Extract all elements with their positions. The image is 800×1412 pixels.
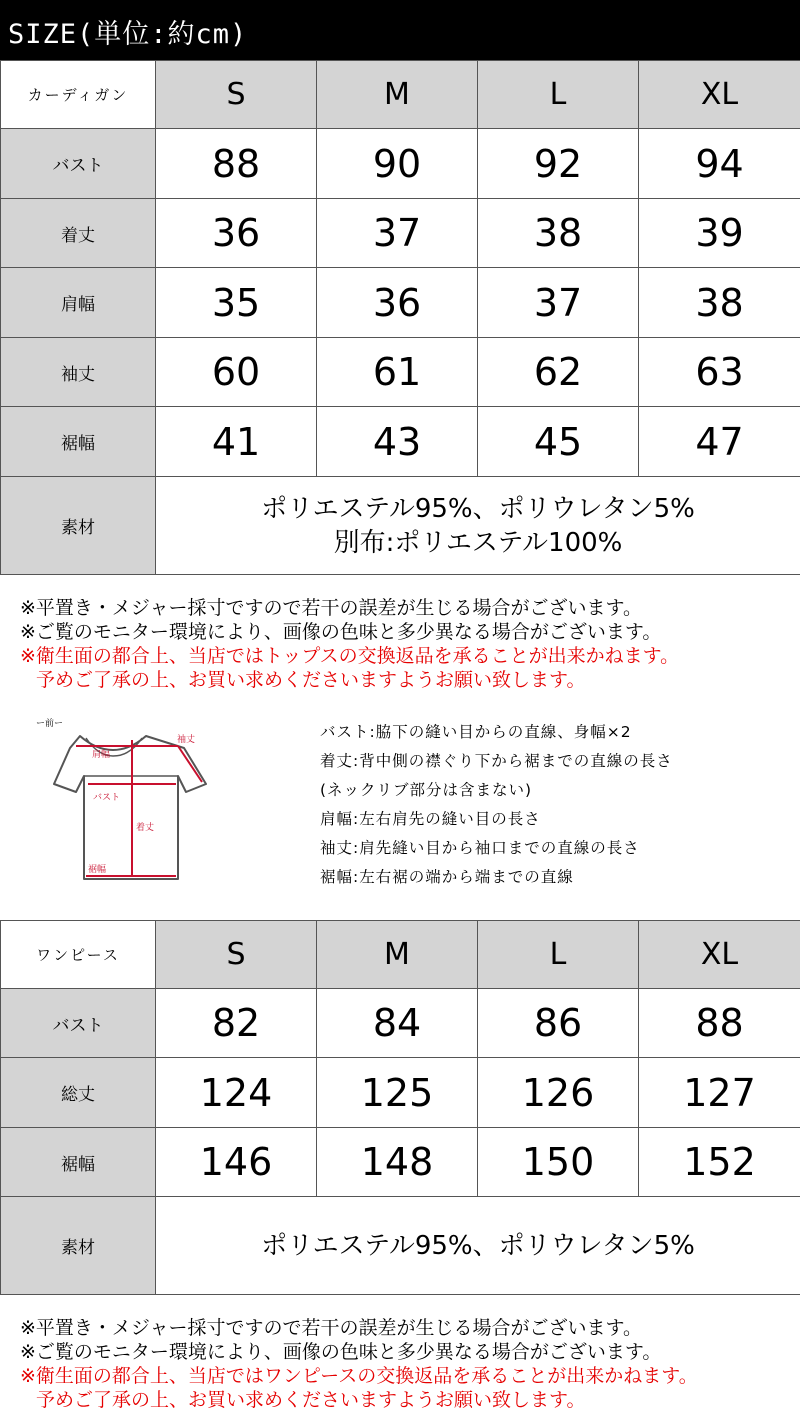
cell-value: 36 [156, 199, 317, 268]
material-cell [156, 1197, 800, 1295]
cell-value: 88 [156, 129, 317, 199]
material-text: 別布:ポリエステル100% [333, 527, 623, 558]
table-row [1, 1058, 800, 1128]
measurement-definitions [320, 718, 673, 892]
hem-label: 裾幅 [88, 865, 107, 875]
cell-value: 39 [639, 199, 800, 268]
garment-outline [54, 736, 206, 879]
cell-value: 45 [478, 407, 639, 477]
notes-cardigan [20, 596, 790, 692]
cell-value: 62 [478, 338, 639, 407]
cell-value: 94 [639, 129, 800, 199]
material-label: 素材 [1, 477, 156, 575]
cell-value: 150 [478, 1128, 639, 1197]
table-row [1, 268, 800, 338]
table-row [1, 1128, 800, 1197]
cell-value: 86 [478, 989, 639, 1058]
warning-line: ※衛生面の都合上、当店ではトップスの交換返品を承ることが出来かねます。 [20, 645, 680, 667]
row-label: 裾幅 [1, 1128, 156, 1197]
cell-value: 125 [317, 1058, 478, 1128]
onepiece-size-table [0, 920, 800, 1295]
size-header: XL [639, 921, 800, 989]
size-header: M [317, 921, 478, 989]
size-header: S [156, 61, 317, 129]
note-line: ※平置き・メジャー採寸ですので若干の誤差が生じる場合がございます。 [20, 597, 643, 619]
table-header-row [1, 921, 800, 989]
header-bar [0, 0, 800, 60]
definition-line: 裾幅:左右裾の端から端までの直線 [320, 868, 574, 886]
cell-value: 92 [478, 129, 639, 199]
size-header: S [156, 921, 317, 989]
material-cell [156, 477, 800, 575]
definition-line: 着丈:背中側の襟ぐり下から裾までの直線の長さ [320, 752, 673, 770]
definition-line: 肩幅:左右肩先の縫い目の長さ [320, 810, 541, 828]
cell-value: 41 [156, 407, 317, 477]
cell-value: 88 [639, 989, 800, 1058]
size-header: L [478, 61, 639, 129]
product-name: ワンピース [1, 921, 156, 989]
row-label: 袖丈 [1, 338, 156, 407]
row-label: 総丈 [1, 1058, 156, 1128]
cell-value: 152 [639, 1128, 800, 1197]
material-row [1, 477, 800, 575]
bust-label: バスト [93, 793, 121, 803]
cell-value: 37 [478, 268, 639, 338]
diagram-front-label: ー前ー [36, 719, 64, 729]
cell-value: 35 [156, 268, 317, 338]
table-row [1, 338, 800, 407]
cell-value: 61 [317, 338, 478, 407]
row-label: 着丈 [1, 199, 156, 268]
warning-line: 予めご了承の上、お買い求めくださいますようお願い致します。 [36, 669, 586, 691]
cell-value: 126 [478, 1058, 639, 1128]
row-label: 肩幅 [1, 268, 156, 338]
length-label: 着丈 [136, 823, 155, 833]
size-header: M [317, 61, 478, 129]
cell-value: 84 [317, 989, 478, 1058]
cell-value: 146 [156, 1128, 317, 1197]
material-row [1, 1197, 800, 1295]
product-name: カーディガン [1, 61, 156, 129]
cell-value: 43 [317, 407, 478, 477]
notes-onepiece [20, 1316, 790, 1412]
note-line: ※平置き・メジャー採寸ですので若干の誤差が生じる場合がございます。 [20, 1317, 643, 1339]
material-text: ポリエステル95%、ポリウレタン5% [261, 493, 695, 524]
definition-line: バスト:脇下の縫い目からの直線、身幅×2 [320, 723, 632, 741]
warning-line: ※衛生面の都合上、当店ではワンピースの交換返品を承ることが出来かねます。 [20, 1365, 698, 1387]
note-line: ※ご覧のモニター環境により、画像の色味と多少異なる場合がございます。 [20, 1341, 662, 1363]
cell-value: 124 [156, 1058, 317, 1128]
cell-value: 47 [639, 407, 800, 477]
cell-value: 148 [317, 1128, 478, 1197]
material-label: 素材 [1, 1197, 156, 1295]
definition-line: 袖丈:肩先縫い目から袖口までの直線の長さ [320, 839, 640, 857]
cell-value: 38 [639, 268, 800, 338]
cell-value: 37 [317, 199, 478, 268]
sleeve-label: 袖丈 [177, 735, 196, 745]
row-label: 裾幅 [1, 407, 156, 477]
cell-value: 38 [478, 199, 639, 268]
row-label: バスト [1, 989, 156, 1058]
page-title: SIZE(単位:約cm) [8, 19, 248, 50]
cell-value: 127 [639, 1058, 800, 1128]
table-row [1, 129, 800, 199]
table-row [1, 407, 800, 477]
warning-line: 予めご了承の上、お買い求めくださいますようお願い致します。 [36, 1389, 586, 1411]
note-line: ※ご覧のモニター環境により、画像の色味と多少異なる場合がございます。 [20, 621, 662, 643]
size-header: L [478, 921, 639, 989]
cell-value: 63 [639, 338, 800, 407]
table-header-row [1, 61, 800, 129]
cell-value: 90 [317, 129, 478, 199]
measurement-diagram [36, 716, 226, 888]
size-header: XL [639, 61, 800, 129]
table-row [1, 199, 800, 268]
cell-value: 82 [156, 989, 317, 1058]
cell-value: 36 [317, 268, 478, 338]
definition-line: (ネックリブ部分は含まない) [320, 781, 533, 799]
table-row [1, 989, 800, 1058]
row-label: バスト [1, 129, 156, 199]
shoulder-label: 肩幅 [92, 750, 111, 760]
cell-value: 60 [156, 338, 317, 407]
cardigan-size-table [0, 60, 800, 575]
material-text: ポリエステル95%、ポリウレタン5% [261, 1230, 695, 1261]
